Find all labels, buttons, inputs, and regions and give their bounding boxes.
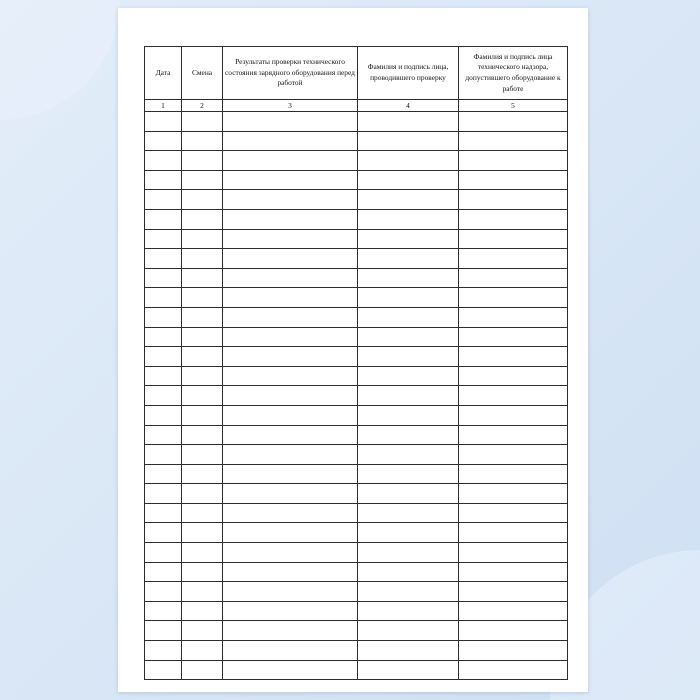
table-row — [145, 288, 568, 308]
cell-supervisor-name-signature[interactable] — [459, 268, 568, 288]
cell-inspector-name-signature[interactable] — [358, 425, 459, 445]
column-number-row — [145, 100, 568, 112]
table-row — [145, 582, 568, 602]
cell-supervisor-name-signature[interactable] — [459, 386, 568, 406]
cell-supervisor-name-signature[interactable] — [459, 170, 568, 190]
column-header-supervisor-name-signature: Фамилия и подпись лица технического надзора, допустившего оборудование к работе — [459, 47, 568, 100]
cell-inspector-name-signature[interactable] — [358, 249, 459, 269]
table-row — [145, 425, 568, 445]
cell-shift[interactable] — [182, 131, 223, 151]
cell-inspector-name-signature[interactable] — [358, 112, 459, 132]
table-row — [145, 660, 568, 680]
table-row — [145, 543, 568, 563]
cell-shift[interactable] — [182, 190, 223, 210]
cell-date[interactable] — [145, 582, 182, 602]
table-body — [145, 112, 568, 680]
cell-date[interactable] — [145, 327, 182, 347]
cell-shift[interactable] — [182, 582, 223, 602]
cell-shift[interactable] — [182, 484, 223, 504]
table-row — [145, 641, 568, 661]
cell-date[interactable] — [145, 641, 182, 661]
cell-inspector-name-signature[interactable] — [358, 484, 459, 504]
cell-inspector-name-signature[interactable] — [358, 523, 459, 543]
cell-supervisor-name-signature[interactable] — [459, 249, 568, 269]
table-row — [145, 523, 568, 543]
cell-inspection-results[interactable] — [223, 582, 358, 602]
cell-inspector-name-signature[interactable] — [358, 601, 459, 621]
cell-supervisor-name-signature[interactable] — [459, 209, 568, 229]
cell-inspector-name-signature[interactable] — [358, 288, 459, 308]
cell-date[interactable] — [145, 484, 182, 504]
cell-date[interactable] — [145, 307, 182, 327]
cell-date[interactable] — [145, 366, 182, 386]
cell-supervisor-name-signature[interactable] — [459, 641, 568, 661]
cell-date[interactable] — [145, 562, 182, 582]
cell-inspection-results[interactable] — [223, 288, 358, 308]
cell-shift[interactable] — [182, 562, 223, 582]
cell-inspector-name-signature[interactable] — [358, 503, 459, 523]
cell-date[interactable] — [145, 288, 182, 308]
cell-supervisor-name-signature[interactable] — [459, 543, 568, 563]
cell-date[interactable] — [145, 425, 182, 445]
table-row — [145, 268, 568, 288]
cell-supervisor-name-signature[interactable] — [459, 562, 568, 582]
cell-date[interactable] — [145, 268, 182, 288]
cell-inspector-name-signature[interactable] — [358, 641, 459, 661]
cell-inspector-name-signature[interactable] — [358, 464, 459, 484]
cell-inspection-results[interactable] — [223, 386, 358, 406]
cell-inspection-results[interactable] — [223, 249, 358, 269]
cell-inspection-results[interactable] — [223, 366, 358, 386]
cell-date[interactable] — [145, 209, 182, 229]
inspection-log-table — [144, 46, 568, 680]
cell-shift[interactable] — [182, 229, 223, 249]
cell-date[interactable] — [145, 151, 182, 171]
table-row — [145, 621, 568, 641]
cell-inspection-results[interactable] — [223, 425, 358, 445]
cell-shift[interactable] — [182, 543, 223, 563]
cell-shift[interactable] — [182, 288, 223, 308]
cell-inspection-results[interactable] — [223, 347, 358, 367]
cell-supervisor-name-signature[interactable] — [459, 660, 568, 680]
cell-inspector-name-signature[interactable] — [358, 347, 459, 367]
cell-inspection-results[interactable] — [223, 190, 358, 210]
table-row — [145, 131, 568, 151]
cell-supervisor-name-signature[interactable] — [459, 151, 568, 171]
cell-inspection-results[interactable] — [223, 131, 358, 151]
cell-inspector-name-signature[interactable] — [358, 660, 459, 680]
column-number-1: 1 — [145, 100, 182, 112]
cell-inspection-results[interactable] — [223, 170, 358, 190]
cell-inspection-results[interactable] — [223, 229, 358, 249]
column-number-5: 5 — [459, 100, 568, 112]
cell-shift[interactable] — [182, 601, 223, 621]
cell-date[interactable] — [145, 229, 182, 249]
cell-shift[interactable] — [182, 621, 223, 641]
table-row — [145, 464, 568, 484]
background-decoration-top-left — [0, 0, 120, 120]
table-row — [145, 229, 568, 249]
cell-inspector-name-signature[interactable] — [358, 562, 459, 582]
cell-shift[interactable] — [182, 405, 223, 425]
cell-inspection-results[interactable] — [223, 151, 358, 171]
cell-shift[interactable] — [182, 347, 223, 367]
cell-shift[interactable] — [182, 307, 223, 327]
cell-supervisor-name-signature[interactable] — [459, 190, 568, 210]
cell-date[interactable] — [145, 170, 182, 190]
column-header-inspection-results: Результаты проверки технического состояния зарядного оборудования перед работой — [223, 47, 358, 100]
cell-supervisor-name-signature[interactable] — [459, 327, 568, 347]
cell-inspector-name-signature[interactable] — [358, 307, 459, 327]
table-row — [145, 366, 568, 386]
cell-inspection-results[interactable] — [223, 660, 358, 680]
cell-inspector-name-signature[interactable] — [358, 170, 459, 190]
cell-shift[interactable] — [182, 268, 223, 288]
cell-shift[interactable] — [182, 445, 223, 465]
document-page — [118, 8, 588, 692]
cell-supervisor-name-signature[interactable] — [459, 621, 568, 641]
table-row — [145, 249, 568, 269]
cell-inspector-name-signature[interactable] — [358, 386, 459, 406]
cell-inspection-results[interactable] — [223, 268, 358, 288]
cell-date[interactable] — [145, 190, 182, 210]
cell-supervisor-name-signature[interactable] — [459, 366, 568, 386]
cell-inspection-results[interactable] — [223, 621, 358, 641]
cell-supervisor-name-signature[interactable] — [459, 112, 568, 132]
cell-supervisor-name-signature[interactable] — [459, 307, 568, 327]
table-row — [145, 405, 568, 425]
cell-date[interactable] — [145, 464, 182, 484]
table-row — [145, 503, 568, 523]
cell-supervisor-name-signature[interactable] — [459, 229, 568, 249]
cell-supervisor-name-signature[interactable] — [459, 601, 568, 621]
table-row — [145, 151, 568, 171]
cell-shift[interactable] — [182, 249, 223, 269]
column-header-date: Дата — [145, 47, 182, 100]
column-number-3: 3 — [223, 100, 358, 112]
cell-supervisor-name-signature[interactable] — [459, 523, 568, 543]
header-row — [145, 47, 568, 100]
cell-supervisor-name-signature[interactable] — [459, 484, 568, 504]
cell-inspector-name-signature[interactable] — [358, 229, 459, 249]
cell-date[interactable] — [145, 386, 182, 406]
cell-date[interactable] — [145, 503, 182, 523]
cell-shift[interactable] — [182, 209, 223, 229]
cell-inspector-name-signature[interactable] — [358, 131, 459, 151]
cell-supervisor-name-signature[interactable] — [459, 347, 568, 367]
column-number-2: 2 — [182, 100, 223, 112]
cell-inspection-results[interactable] — [223, 523, 358, 543]
cell-date[interactable] — [145, 405, 182, 425]
cell-shift[interactable] — [182, 151, 223, 171]
cell-inspector-name-signature[interactable] — [358, 543, 459, 563]
cell-supervisor-name-signature[interactable] — [459, 582, 568, 602]
table-row — [145, 327, 568, 347]
cell-supervisor-name-signature[interactable] — [459, 503, 568, 523]
cell-inspector-name-signature[interactable] — [358, 327, 459, 347]
cell-date[interactable] — [145, 601, 182, 621]
cell-inspection-results[interactable] — [223, 405, 358, 425]
table-row — [145, 445, 568, 465]
cell-shift[interactable] — [182, 660, 223, 680]
table-row — [145, 562, 568, 582]
column-header-shift: Смена — [182, 47, 223, 100]
column-header-inspector-name-signature: Фамилия и подпись лица, проводившего проверку — [358, 47, 459, 100]
column-number-4: 4 — [358, 100, 459, 112]
cell-inspector-name-signature[interactable] — [358, 445, 459, 465]
cell-date[interactable] — [145, 249, 182, 269]
cell-inspector-name-signature[interactable] — [358, 268, 459, 288]
table-row — [145, 347, 568, 367]
cell-inspection-results[interactable] — [223, 503, 358, 523]
cell-supervisor-name-signature[interactable] — [459, 288, 568, 308]
cell-supervisor-name-signature[interactable] — [459, 464, 568, 484]
table-row — [145, 112, 568, 132]
log-sheet — [144, 46, 562, 656]
cell-date[interactable] — [145, 112, 182, 132]
cell-inspection-results[interactable] — [223, 209, 358, 229]
cell-inspector-name-signature[interactable] — [358, 582, 459, 602]
cell-inspector-name-signature[interactable] — [358, 209, 459, 229]
cell-inspector-name-signature[interactable] — [358, 405, 459, 425]
cell-shift[interactable] — [182, 386, 223, 406]
cell-shift[interactable] — [182, 170, 223, 190]
cell-shift[interactable] — [182, 523, 223, 543]
cell-inspector-name-signature[interactable] — [358, 190, 459, 210]
table-row — [145, 190, 568, 210]
cell-supervisor-name-signature[interactable] — [459, 425, 568, 445]
table-row — [145, 209, 568, 229]
cell-inspection-results[interactable] — [223, 562, 358, 582]
table-row — [145, 307, 568, 327]
cell-shift[interactable] — [182, 327, 223, 347]
cell-shift[interactable] — [182, 366, 223, 386]
cell-supervisor-name-signature[interactable] — [459, 131, 568, 151]
cell-date[interactable] — [145, 523, 182, 543]
cell-date[interactable] — [145, 347, 182, 367]
cell-supervisor-name-signature[interactable] — [459, 445, 568, 465]
cell-shift[interactable] — [182, 112, 223, 132]
cell-inspection-results[interactable] — [223, 327, 358, 347]
table-row — [145, 170, 568, 190]
cell-inspection-results[interactable] — [223, 307, 358, 327]
table-row — [145, 601, 568, 621]
cell-date[interactable] — [145, 543, 182, 563]
cell-inspection-results[interactable] — [223, 601, 358, 621]
cell-inspection-results[interactable] — [223, 484, 358, 504]
cell-date[interactable] — [145, 660, 182, 680]
cell-supervisor-name-signature[interactable] — [459, 405, 568, 425]
cell-inspector-name-signature[interactable] — [358, 621, 459, 641]
table-row — [145, 386, 568, 406]
table-header — [145, 47, 568, 112]
cell-inspector-name-signature[interactable] — [358, 366, 459, 386]
cell-date[interactable] — [145, 131, 182, 151]
cell-shift[interactable] — [182, 641, 223, 661]
cell-date[interactable] — [145, 445, 182, 465]
cell-shift[interactable] — [182, 464, 223, 484]
cell-inspector-name-signature[interactable] — [358, 151, 459, 171]
table-row — [145, 484, 568, 504]
cell-inspection-results[interactable] — [223, 543, 358, 563]
cell-shift[interactable] — [182, 425, 223, 445]
cell-inspection-results[interactable] — [223, 445, 358, 465]
cell-date[interactable] — [145, 621, 182, 641]
cell-shift[interactable] — [182, 503, 223, 523]
cell-inspection-results[interactable] — [223, 464, 358, 484]
cell-inspection-results[interactable] — [223, 641, 358, 661]
cell-inspection-results[interactable] — [223, 112, 358, 132]
